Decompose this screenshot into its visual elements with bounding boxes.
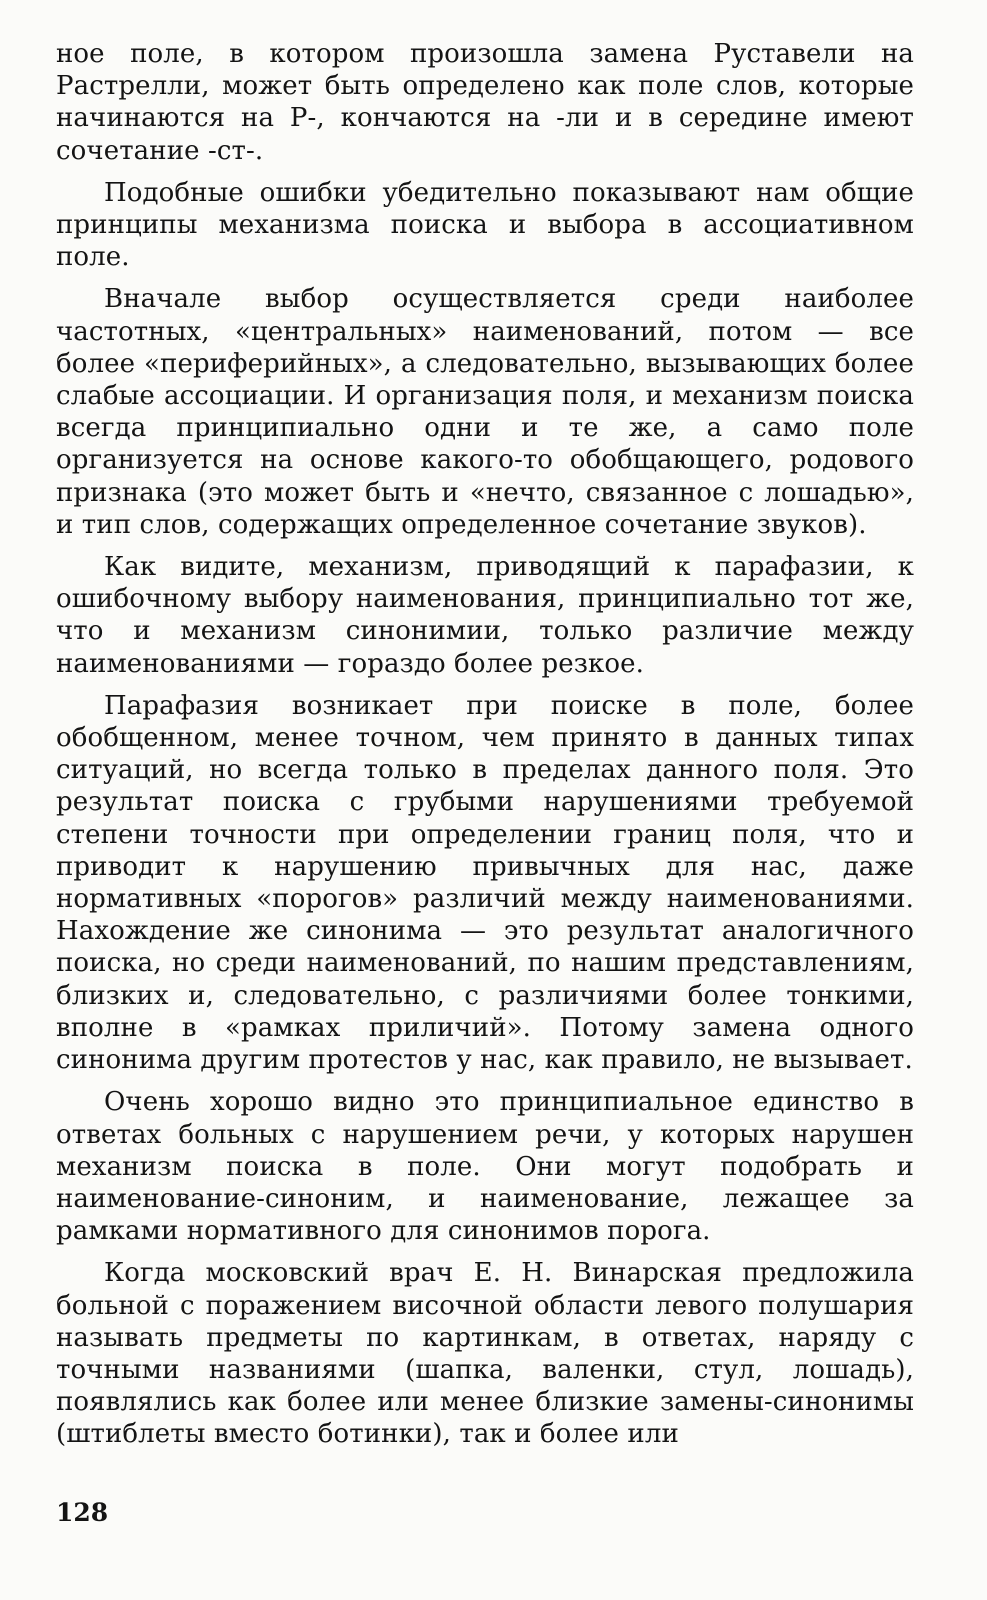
body-text <box>56 38 914 1451</box>
paragraph-2: Подобные ошибки убедительно показывают нам общие принципы механизма поиска и выбора в ассоциативном поле. <box>56 177 914 273</box>
paragraph-5: Парафазия возникает при поиске в поле, более обобщенном, менее точном, чем принято в данных типах ситуаций, но всегда только в пределах данного поля. Это результат поиска с грубыми нарушениями требуемой степени точности при определении границ поля, что и приводит к нарушению привычных для нас, даже нормативных «порогов» различий между наименованиями. Нахождение же синонима — это результат аналогичного поиска, но среди наименований, по нашим представлениям, близких и, следовательно, с различиями более тонкими, вполне в «рамках приличий». Потому замена одного синонима другим протестов у нас, как правило, не вызывает. <box>56 690 914 1076</box>
paragraph-6: Очень хорошо видно это принципиальное единство в ответах больных с нарушением речи, у которых нарушен механизм поиска в поле. Они могут подобрать и наименование-синоним, и наименование, лежащее за рамками нормативного для синонимов порога. <box>56 1087 914 1247</box>
page-number: 128 <box>56 1498 109 1527</box>
paragraph-7: Когда московский врач Е. Н. Винарская предложила больной с поражением височной области левого полушария называть предметы по картинкам, в ответах, наряду с точными названиями (шапка, валенки, стул, лошадь), появлялись как более или менее близкие замены-синонимы (штиблеты вместо ботинки), так и более или <box>56 1258 914 1450</box>
paragraph-3: Вначале выбор осуществляется среди наиболее частотных, «центральных» наименований, потом — все более «периферийных», а следовательно, вызывающих более слабые ассоциации. И организация поля, и механизм поиска всегда принципиально одни и те же, а само поле организуется на основе какого-то обобщающего, родового признака (это может быть и «нечто, связанное с лошадью», и тип слов, содержащих определенное сочетание звуков). <box>56 284 914 540</box>
paragraph-1: ное поле, в котором произошла замена Руставели на Растрелли, может быть определено как поле слов, которые начинаются на Р-, кончаются на -ли и в середине имеют сочетание -ст-. <box>56 39 914 166</box>
paragraph-4: Как видите, механизм, приводящий к парафазии, к ошибочному выбору наименования, принципиально тот же, что и механизм синонимии, только различие между наименованиями — гораздо более резкое. <box>56 552 914 679</box>
